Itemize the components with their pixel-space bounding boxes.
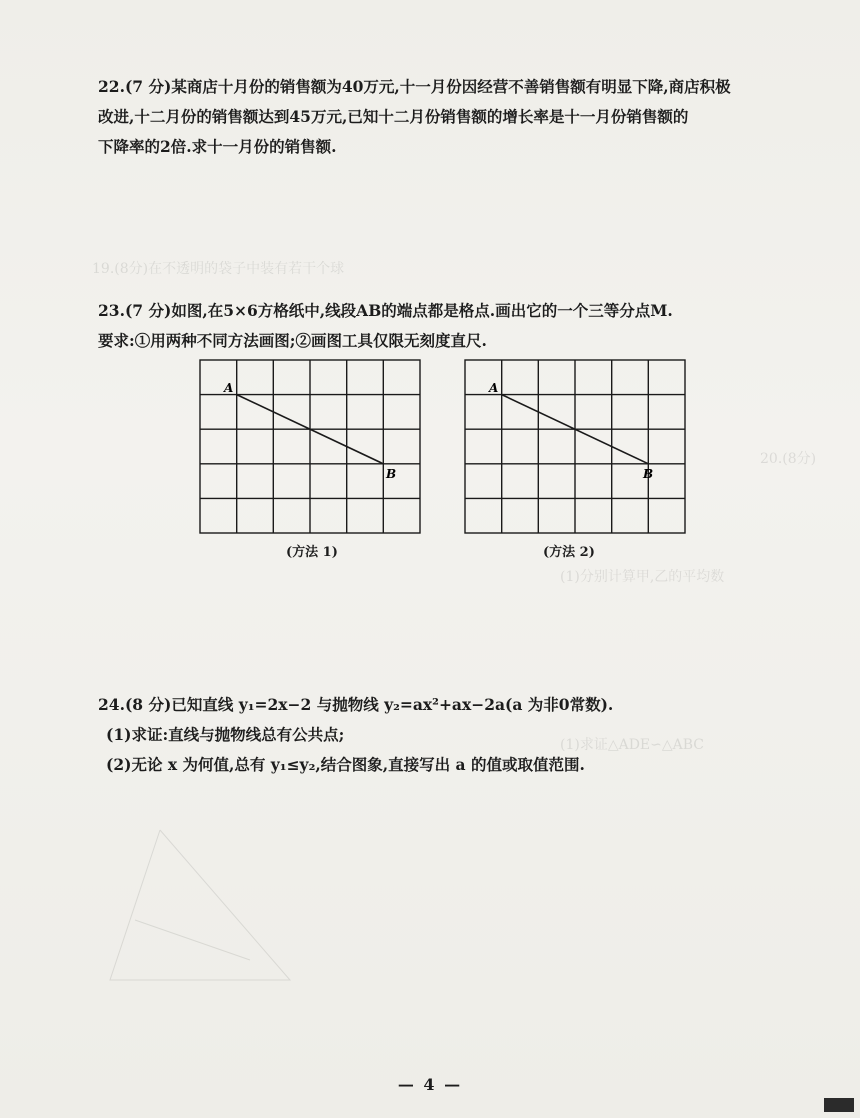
bleed-through-figure: [100, 820, 300, 990]
question-22-line-1: 22.(7 分)某商店十月份的销售额为40万元,十一月份因经营不善销售额有明显下降,商店积极: [98, 77, 731, 96]
point-a-label: A: [489, 381, 499, 395]
question-24: [98, 690, 818, 780]
page-number: — 4 —: [397, 1075, 463, 1094]
caption-method-1: (方法 1): [286, 545, 338, 560]
question-22-line-2: 改进,十二月份的销售额达到45万元,已知十二月份销售额的增长率是十一月份销售额的: [98, 107, 689, 126]
question-23-line-2: 要求:①用两种不同方法画图;②画图工具仅限无刻度直尺.: [98, 331, 487, 350]
point-b-label: B: [643, 467, 654, 481]
question-23: [98, 296, 818, 356]
bleed-through-text: 19.(8分)在不透明的袋子中装有若干个球: [92, 261, 345, 277]
bleed-through-text: (1)分别计算甲,乙的平均数: [560, 569, 725, 585]
question-22: [98, 72, 818, 162]
point-a-label: A: [224, 381, 234, 395]
scanner-watermark: [824, 1098, 854, 1112]
grid-method-2: [463, 358, 689, 542]
question-23-line-1: 23.(7 分)如图,在5×6方格纸中,线段AB的端点都是格点.画出它的一个三等分点M.: [98, 301, 673, 320]
bleed-through-text: 20.(8分): [760, 451, 817, 467]
question-24-line-1: 24.(8 分)已知直线 y₁=2x−2 与抛物线 y₂=ax²+ax−2a(a 为非0常数).: [98, 695, 614, 714]
question-24-part-2: (2)无论 x 为何值,总有 y₁≤y₂,结合图象,直接写出 a 的值或取值范围.: [106, 755, 585, 774]
caption-method-2: (方法 2): [543, 545, 595, 560]
grid-figure-2: [463, 358, 689, 538]
grid-figure-1: [198, 358, 424, 538]
grid-method-1: [198, 358, 424, 542]
question-24-part-1: (1)求证:直线与抛物线总有公共点;: [106, 725, 345, 744]
bleed-through-text: (1)求证△ADE∽△ABC: [560, 737, 705, 753]
question-22-line-3: 下降率的2倍.求十一月份的销售额.: [98, 137, 337, 156]
point-b-label: B: [386, 467, 397, 481]
